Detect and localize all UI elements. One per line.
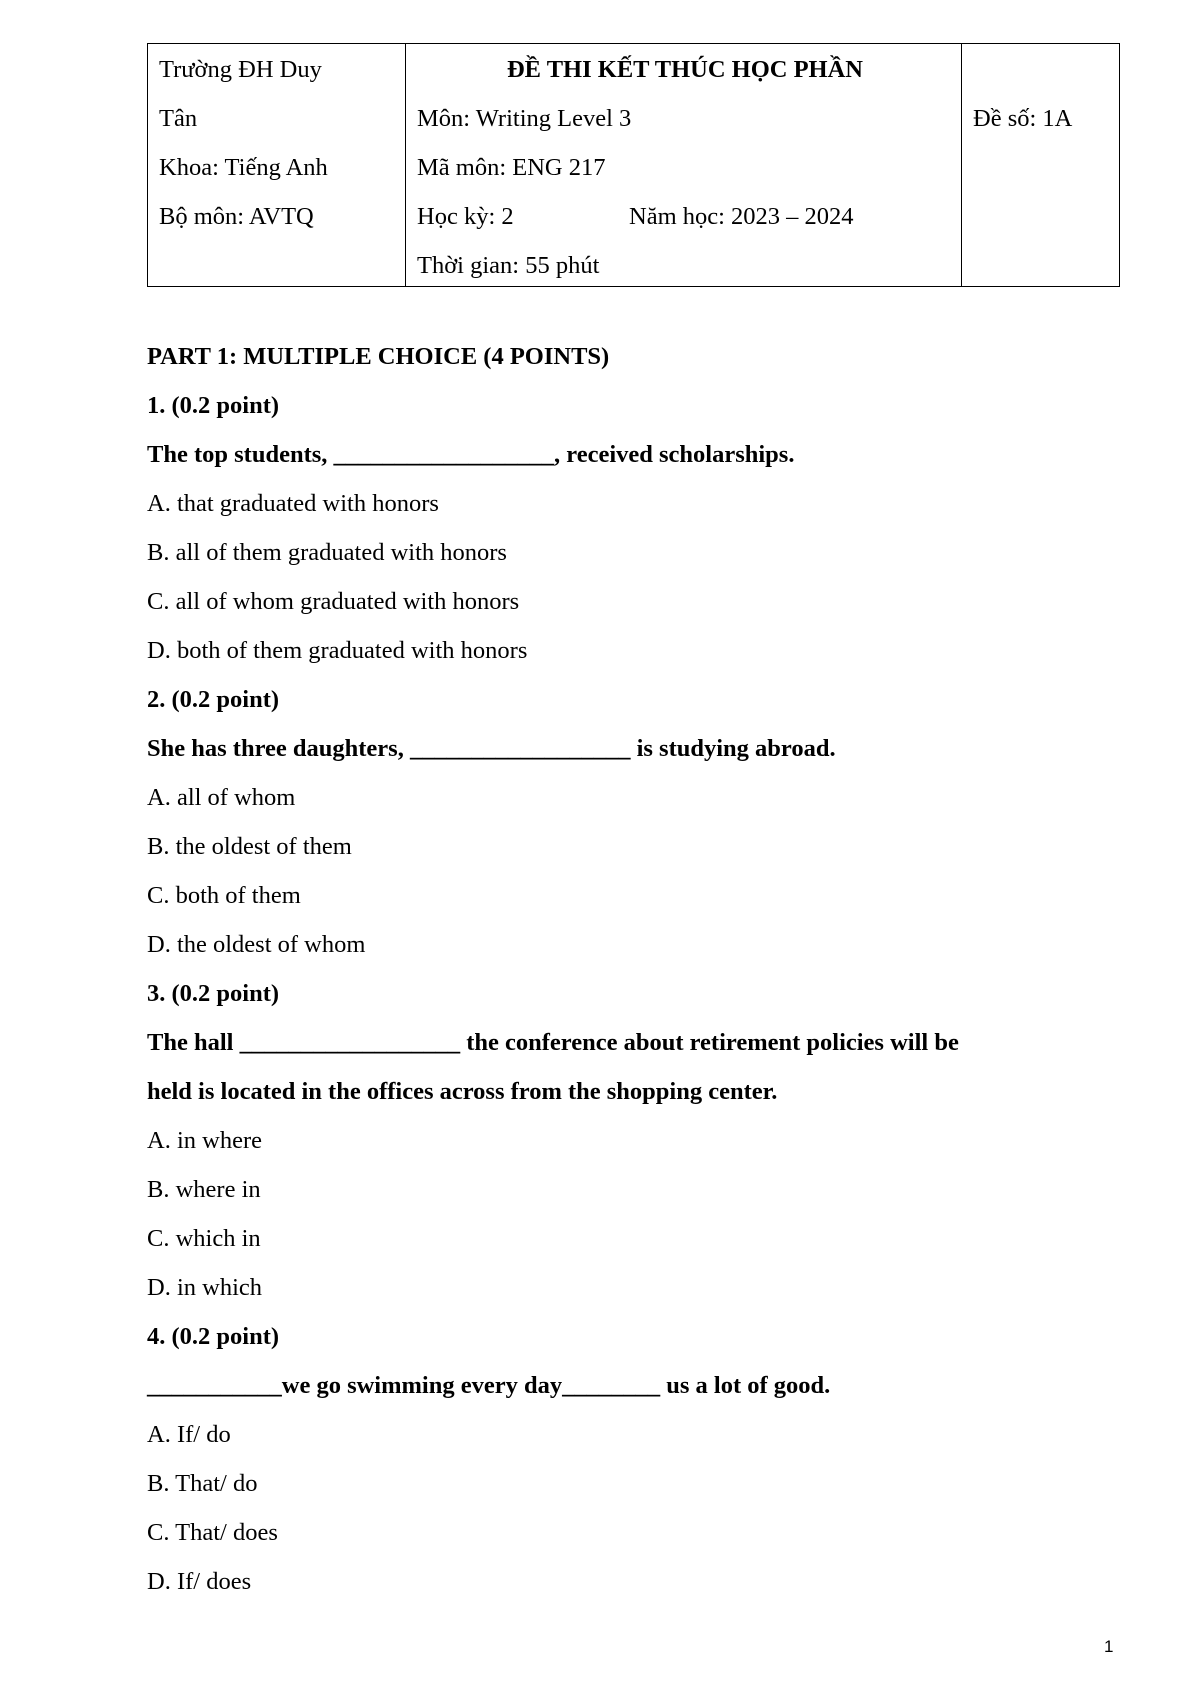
answer-option: A. in where xyxy=(147,1127,262,1154)
answer-option: B. That/ do xyxy=(147,1470,258,1497)
school-name-line2: Tân xyxy=(159,105,198,132)
question-stem: She has three daughters, __________________ is studying abroad. xyxy=(147,735,836,762)
question-stem-line2: held is located in the offices across from the shopping center. xyxy=(147,1078,778,1105)
answer-option: B. the oldest of them xyxy=(147,833,352,860)
answer-option: A. that graduated with honors xyxy=(147,490,439,517)
question-stem-line1: The hall __________________ the conference about retirement policies will be xyxy=(147,1029,959,1056)
part-title: PART 1: MULTIPLE CHOICE (4 POINTS) xyxy=(147,343,610,370)
header-institution-cell xyxy=(148,44,406,286)
question-1 xyxy=(147,381,1107,675)
header-exam-info-cell xyxy=(406,44,962,286)
school-year: Năm học: 2023 – 2024 xyxy=(629,203,854,230)
exam-content xyxy=(147,332,1107,1606)
answer-option: D. the oldest of whom xyxy=(147,931,366,958)
answer-option: D. in which xyxy=(147,1274,262,1301)
question-4 xyxy=(147,1312,1107,1606)
answer-option: C. all of whom graduated with honors xyxy=(147,588,520,615)
department-name: Bộ môn: AVTQ xyxy=(159,203,314,230)
semester: Học kỳ: 2 xyxy=(417,203,514,230)
answer-option: D. If/ does xyxy=(147,1568,252,1595)
question-label: 4. (0.2 point) xyxy=(147,1323,280,1350)
question-stem: ___________we go swimming every day________ us a lot of good. xyxy=(147,1372,831,1399)
exam-header-table xyxy=(147,43,1120,287)
subject-code: Mã môn: ENG 217 xyxy=(417,154,606,181)
answer-option: C. which in xyxy=(147,1225,261,1252)
question-3 xyxy=(147,969,1107,1312)
answer-option: B. all of them graduated with honors xyxy=(147,539,507,566)
answer-option: C. both of them xyxy=(147,882,301,909)
answer-option: B. where in xyxy=(147,1176,261,1203)
question-label: 2. (0.2 point) xyxy=(147,686,280,713)
semester-row xyxy=(417,192,953,241)
exam-title: ĐỀ THI KẾT THÚC HỌC PHẦN xyxy=(506,56,863,83)
subject-name: Môn: Writing Level 3 xyxy=(417,105,632,132)
exam-duration: Thời gian: 55 phút xyxy=(417,252,600,279)
question-stem: The top students, __________________, received scholarships. xyxy=(147,441,795,468)
header-exam-code-cell xyxy=(962,44,1119,286)
question-2 xyxy=(147,675,1107,969)
exam-code: Đề số: 1A xyxy=(973,105,1073,132)
answer-option: A. If/ do xyxy=(147,1421,231,1448)
school-name-line1: Trường ĐH Duy xyxy=(159,56,322,83)
answer-option: A. all of whom xyxy=(147,784,296,811)
question-label: 1. (0.2 point) xyxy=(147,392,280,419)
faculty-name: Khoa: Tiếng Anh xyxy=(159,154,328,181)
answer-option: C. That/ does xyxy=(147,1519,278,1546)
page-number: 1 xyxy=(1104,1637,1114,1656)
answer-option: D. both of them graduated with honors xyxy=(147,637,528,664)
question-label: 3. (0.2 point) xyxy=(147,980,280,1007)
